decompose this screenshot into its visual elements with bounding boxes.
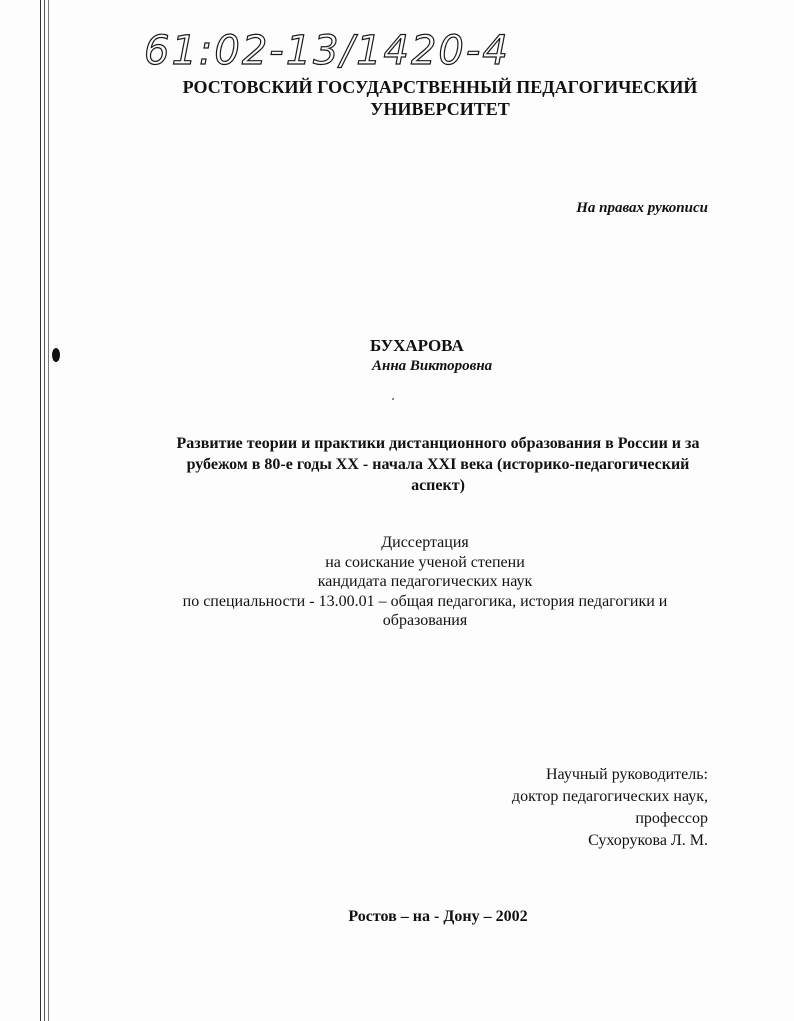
archive-code-text: 61:02-13/1420-4 (144, 28, 510, 74)
title-line-2: рубежом в 80-е годы XX - начала XXI века (историко-педагогический (186, 456, 690, 473)
binding-line (48, 0, 49, 1021)
supervisor-line-1: Научный руководитель: (545, 766, 708, 783)
binding-hole-mark (52, 348, 60, 362)
diss-line-4: по специальности - 13.00.01 – общая педагогика, история педагогики и (182, 592, 668, 610)
binding-line (40, 0, 41, 1021)
author-name: Анна Викторовна (372, 358, 493, 374)
handwritten-archive-code (140, 12, 540, 84)
author-surname: БУХАРОВА (370, 336, 464, 355)
university-line-1: РОСТОВСКИЙ ГОСУДАРСТВЕННЫЙ ПЕДАГОГИЧЕСКИЙ (182, 77, 698, 97)
title-line-1: Развитие теории и практики дистанционного образования в России и за (176, 435, 700, 452)
title-line-3: аспект) (411, 477, 465, 494)
supervisor-line-2: доктор педагогических наук, (511, 788, 708, 805)
supervisor-line-3: профессор (635, 810, 708, 827)
binding-edge (38, 0, 52, 1021)
supervisor-line-4: Сухорукова Л. М. (588, 832, 708, 849)
binding-line (44, 0, 45, 1021)
city-year: Ростов – на - Дону – 2002 (348, 908, 528, 925)
university-line-2: УНИВЕРСИТЕТ (370, 99, 510, 119)
diss-line-3: кандидата педагогических наук (317, 573, 533, 590)
diss-line-5: образования (382, 612, 468, 629)
university-heading (120, 76, 760, 120)
dissertation-info (135, 533, 715, 631)
diss-line-1: Диссертация (381, 534, 469, 551)
dissertation-title (128, 433, 748, 496)
supervisor-block (512, 764, 708, 852)
diss-line-2: на соискание ученой степени (325, 553, 525, 571)
manuscript-note: На правах рукописи (576, 200, 708, 216)
scan-speck (392, 398, 394, 400)
